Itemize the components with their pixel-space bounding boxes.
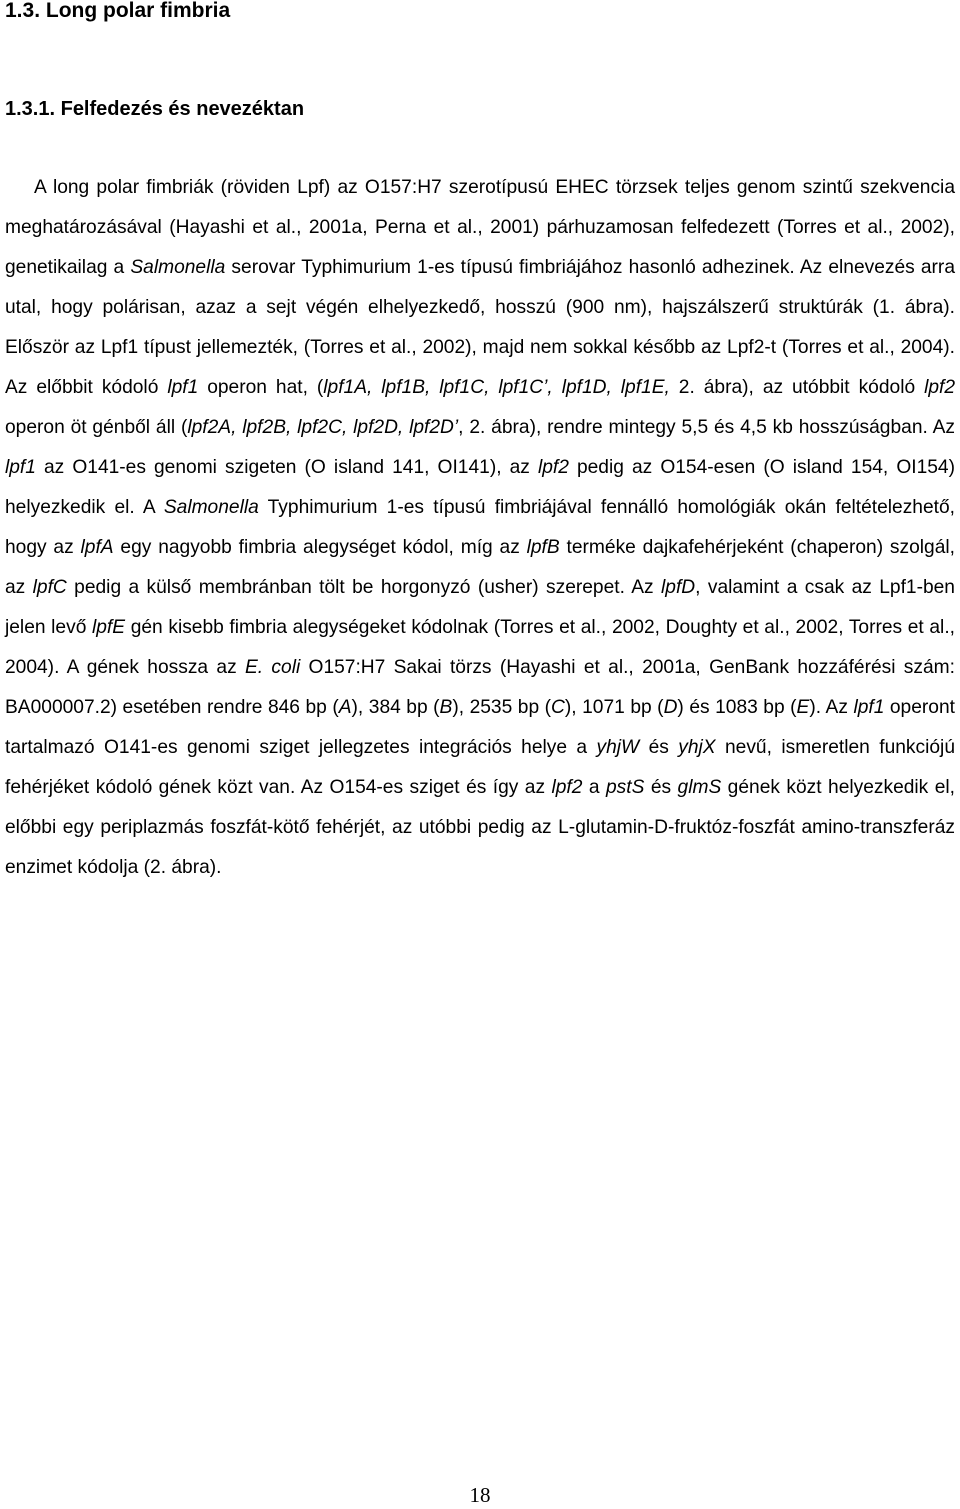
italic-term: B <box>439 697 453 718</box>
text-run: A long polar fimbriák (röviden Lpf) az O157:H7 szerotípusú EHEC törzsek teljes genom szintű szekvencia meghatározásával (Hayashi et al., 2001a, Perna et al., 2001) párhuzamosan felfedezett (Torres et al., 2002), genetikailag a <box>5 177 955 278</box>
text-run: Typhimurium 1-es típusú fimbriájával fennálló homológiák okán feltételezhető, hogy az <box>5 497 955 558</box>
italic-term: D <box>663 697 678 718</box>
body-paragraph <box>5 168 955 888</box>
italic-term: lpf2A, lpf2B, lpf2C, lpf2D, lpf2D’ <box>187 417 459 438</box>
text-run: ), 2535 bp ( <box>452 697 552 718</box>
italic-term: Salmonella <box>130 257 226 278</box>
italic-term: A <box>338 697 352 718</box>
text-run: gén kisebb fimbria alegységeket kódolnak (Torres et al., 2002, Doughty et al., 2002, Torres et al., 2004). A gének hossza az <box>5 617 955 678</box>
text-run: serovar Typhimurium 1-es típusú fimbriájához hasonló adhezinek. Az elnevezés arra utal, hogy polárisan, azaz a sejt végén elhelyezkedő, hosszú (900 nm), hajszálszerű struktúrák (1. ábra). Először az Lpf1 típust jellemezték, (Torres et al., 2002), majd nem sokkal később az Lpf2-t (Torres et al., 2004). Az előbbit kódoló <box>5 257 955 398</box>
text-run: ). Az <box>809 697 854 718</box>
italic-term: yhjW <box>596 737 640 758</box>
text-run: és <box>639 737 679 758</box>
text-run: operont tartalmazó O141-es genomi sziget jellegzetes integrációs helye a <box>5 697 955 758</box>
italic-term: lpf1A, lpf1B, lpf1C, lpf1C’, lpf1D, lpf1E, <box>323 377 670 398</box>
italic-term: C <box>551 697 565 718</box>
italic-term: lpfC <box>32 577 67 598</box>
text-run: ) és 1083 bp ( <box>677 697 797 718</box>
text-run: gének közt helyezkedik el, előbbi egy periplazmás foszfát-kötő fehérjét, az utóbbi pedig az L-glutamin-D-fruktóz-foszfát amino-transzferáz enzimet kódolja (2. ábra). <box>5 777 955 878</box>
text-run: és <box>644 777 678 798</box>
text-run: 2. ábra), az utóbbit kódoló <box>669 377 925 398</box>
text-run: ), 384 bp ( <box>351 697 440 718</box>
italic-term: lpf1 <box>167 377 199 398</box>
italic-term: lpf2 <box>537 457 569 478</box>
text-run: , 2. ábra), rendre mintegy 5,5 és 4,5 kb hosszúságban. Az <box>458 417 955 438</box>
text-run: az O141-es genomi szigeten (O island 141, OI141), az <box>35 457 538 478</box>
section-heading: 1.3. Long polar fimbria <box>5 0 231 22</box>
text-run: pedig a külső membránban tölt be horgonyzó (usher) szerepet. Az <box>66 577 662 598</box>
italic-term: lpfB <box>526 537 560 558</box>
text-run: terméke dajkafehérjeként (chaperon) szolgál, az <box>5 537 955 598</box>
text-run: ), 1071 bp ( <box>564 697 664 718</box>
italic-term: lpf1 <box>853 697 885 718</box>
text-run: nevű, ismeretlen funkciójú fehérjéket kódoló gének közt van. Az O154-es sziget és így az <box>5 737 955 798</box>
italic-term: lpf2 <box>924 377 956 398</box>
italic-term: E. coli <box>244 657 301 678</box>
italic-term: lpfE <box>92 617 126 638</box>
italic-term: yhjX <box>678 737 716 758</box>
italic-term: lpf1 <box>5 457 36 478</box>
italic-term: lpfA <box>80 537 114 558</box>
italic-term: glmS <box>677 777 722 798</box>
text-run: operon öt génből áll ( <box>5 417 188 438</box>
text-run: pedig az O154-esen (O island 154, OI154) helyezkedik el. A <box>5 457 955 518</box>
italic-term: lpfD <box>661 577 696 598</box>
italic-term: lpf2 <box>551 777 583 798</box>
subsection-heading: 1.3.1. Felfedezés és nevezéktan <box>5 98 305 120</box>
text-run: O157:H7 Sakai törzs (Hayashi et al., 2001a, GenBank hozzáférési szám: BA000007.2) esetében rendre 846 bp ( <box>5 657 955 718</box>
italic-term: E <box>796 697 810 718</box>
text-run: operon hat, ( <box>198 377 324 398</box>
text-run: a <box>582 777 606 798</box>
italic-term: Salmonella <box>163 497 259 518</box>
text-run: , valamint a csak az Lpf1-ben jelen levő <box>5 577 955 638</box>
page-number: 18 <box>469 1483 491 1507</box>
italic-term: pstS <box>605 777 645 798</box>
text-run: egy nagyobb fimbria alegységet kódol, míg az <box>113 537 527 558</box>
